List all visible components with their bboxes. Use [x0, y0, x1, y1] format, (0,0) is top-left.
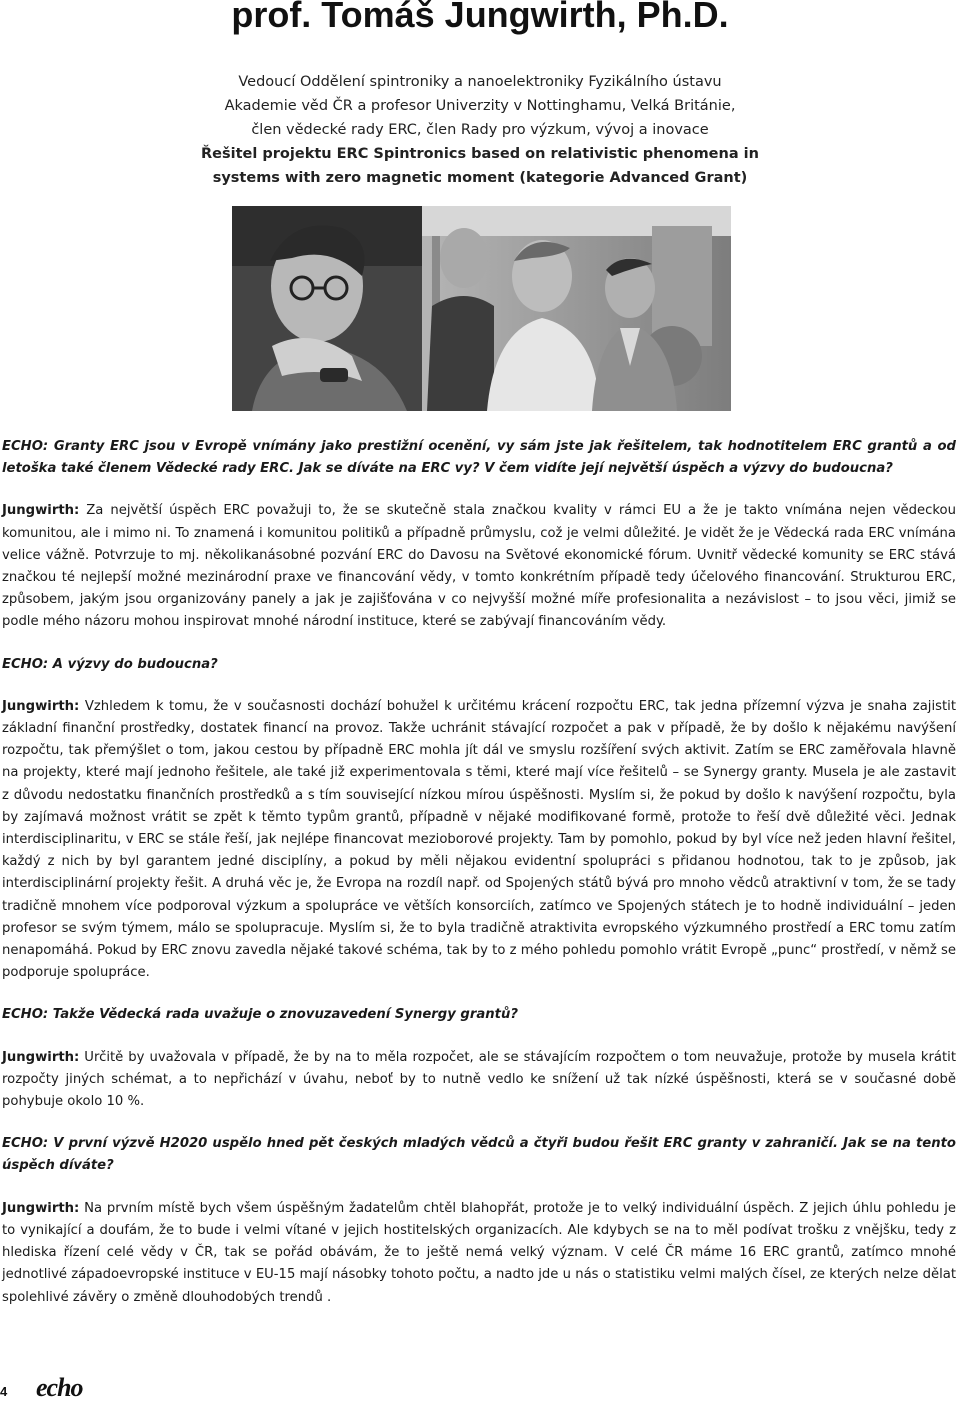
subtitle-line: Vedoucí Oddělení spintroniky a nanoelektroniky Fyzikálního ústavu [238, 74, 722, 90]
subtitle-block [0, 70, 960, 190]
question-1: ECHO: Granty ERC jsou v Evropě vnímány jako prestižní ocenění, vy sám jste jak řešitelem, tak hodnotitelem ERC grantů a od letoška také členem Vědecké rady ERC. Jak se díváte na ERC vy? V čem vidíte její největší úspěch a výzvy do budoucna? [2, 439, 956, 477]
answer-text: Na prvním místě bych všem úspěšným žadatelům chtěl blahopřát, protože je to velký individuální úspěch. Z jejich úhlu pohledu je to vynikající a doufám, že to bude i velmi vítané v jejich hostitelských organizacích. Ale kdybych se na to měl podívat trošku z vnějšku, tedy z hlediska řízení celé vědy v ČR, tak se pořád obávám, že to ještě nemá velký význam. V celé ČR máme 16 ERC grantů, zatímco mnohé jednotlivé západoevropské instituce v EU-15 mají násobky tohoto počtu, a nadto jde u nás o statistiku velmi malých čísel, ze kterých nelze dělat spolehlivé závěry o změně dlouhodobých trendů . [2, 1200, 956, 1305]
question-3: ECHO: Takže Vědecká rada uvažuje o znovuzavedení Synergy grantů? [2, 1007, 518, 1023]
answer-2 [2, 696, 956, 985]
answer-1 [2, 500, 956, 633]
question-2: ECHO: A výzvy do budoucna? [2, 656, 218, 672]
speaker-label: Jungwirth: [2, 1049, 80, 1065]
question-4: ECHO: V první výzvě H2020 uspělo hned pět českých mladých vědců a čtyři budou řešit ERC granty v zahraničí. Jak se na tento úspěch díváte? [2, 1136, 956, 1174]
speaker-label: Jungwirth: [2, 503, 80, 519]
portrait-photo [232, 206, 731, 411]
echo-logo: echo [36, 1373, 83, 1402]
answer-4 [2, 1198, 956, 1309]
page-title: prof. Tomáš Jungwirth, Ph.D. [231, 0, 729, 35]
subtitle-line: Akademie věd ČR a profesor Univerzity v Nottinghamu, Velká Británie, [224, 98, 736, 114]
answer-text: Za největší úspěch ERC považuji to, že se skutečně stala značkou kvality v rámci EU a že je takto vnímána nejen vědeckou komunitou, ale i mimo ni. To znamená i komunitou politiků a případně průmyslu, což je velmi důležité. Je vidět že je Vědecká rada ERC vnímána velice vážně. Potvrzuje to mj. několikanásobné pozvání ERC do Davosu na Světové ekonomické fórum. Uvnitř vědecké komunity se ERC stává značkou té nejlepší možné mezinárodní praxe ve financování vědy, v tomto konkrétním případě tedy účelového financování. Strukturou ERC, způsobem, jakým jsou organizovány panely a jak je zajišťována v co nejvyšší možné míře profesionalita a nezávislost – to jsou věci, jimiž se podle mého názoru mohou inspirovat mnohé národní instituce, které se zabývají financováním vědy. [2, 503, 956, 630]
answer-text: Vzhledem k tomu, že v současnosti dochází bohužel k určitému krácení rozpočtu ERC, tak jedna přízemní výzva je snaha zajistit základní finanční prostředky, dostatek financí na provoz. Takže uchránit stávající rozpočet a pak v případě, že by došlo k nějakému navýšení rozpočtu, tak přemýšlet o tom, jakou cestou by případně ERC mohla jít dál ve smyslu rozšíření svých aktivit. Zatím se ERC zaměřovala hlavně na projekty, které mají jednoho řešitele, ale také již experimentovala s těmi, které mají více řešitelů – se Synergy granty. Musela je ale zastavit z důvodu nedostatku finančních prostředků a s tím související nízkou mírou úspěšnosti. Myslím si, že pokud by došlo k navýšení rozpočtu, byla by zajímavá možnost vrátit se zpět k těmto typům grantů, případně v nějaké modifikované formě, protože to řeší dvě důležité věci. Jednak interdisciplinaritu, v ERC se stále řeší, jak nejlépe financovat mezioborové projekty. Tam by pomohlo, pokud by byl více než jeden hlavní řešitel, každý z nich by byl garantem jedné disciplíny, a pokud by měli nějakou evidentní spolupráci s přidanou hodnotou, tak to je způsob, jak interdisciplinární projekty řešit. A druhá věc je, že Evropa na rozdíl např. od Spojených států bývá pro mnoho vědců atraktivní v tom, že se tady tradičně mnohem více podporoval výzkum a spolupráce ve větších konsorciích, zatímco ve Spojených státech je to hodně individuální – jeden profesor se svým týmem, málo se spolupracuje. Myslím si, že to byla tradičně atraktivita evropského výzkumného prostředí a ERC tomu zatím nenapomáhá. Pokud by ERC znovu zavedla nějaké takové schéma, tak by to z mého pohledu pomohlo vrátit Evropě „punc“ prostředí, v němž se podporuje spolupráce. [2, 698, 956, 981]
answer-text: Určitě by uvažovala v případě, že by na to měla rozpočet, ale se stávajícím rozpočtem o tom neuvažuje, protože by musela krátit rozpočty jiných schémat, a to nepřichází v úvahu, neboť by to nutně vedlo ke snížení už tak nízké úspěšnosti, která se v současné době pohybuje okolo 10 %. [2, 1049, 956, 1110]
speaker-label: Jungwirth: [2, 698, 80, 714]
speaker-label: Jungwirth: [2, 1200, 80, 1216]
answer-3 [2, 1047, 956, 1114]
page-number: 4 [0, 1384, 8, 1399]
interview-body [2, 436, 956, 1309]
project-line: Řešitel projektu ERC Spintronics based on relativistic phenomena in [201, 146, 759, 162]
subtitle-line: člen vědecké rady ERC, člen Rady pro výzkum, vývoj a inovace [251, 122, 709, 138]
project-line: systems with zero magnetic moment (kategorie Advanced Grant) [212, 170, 748, 186]
photo-illustration [232, 206, 731, 411]
